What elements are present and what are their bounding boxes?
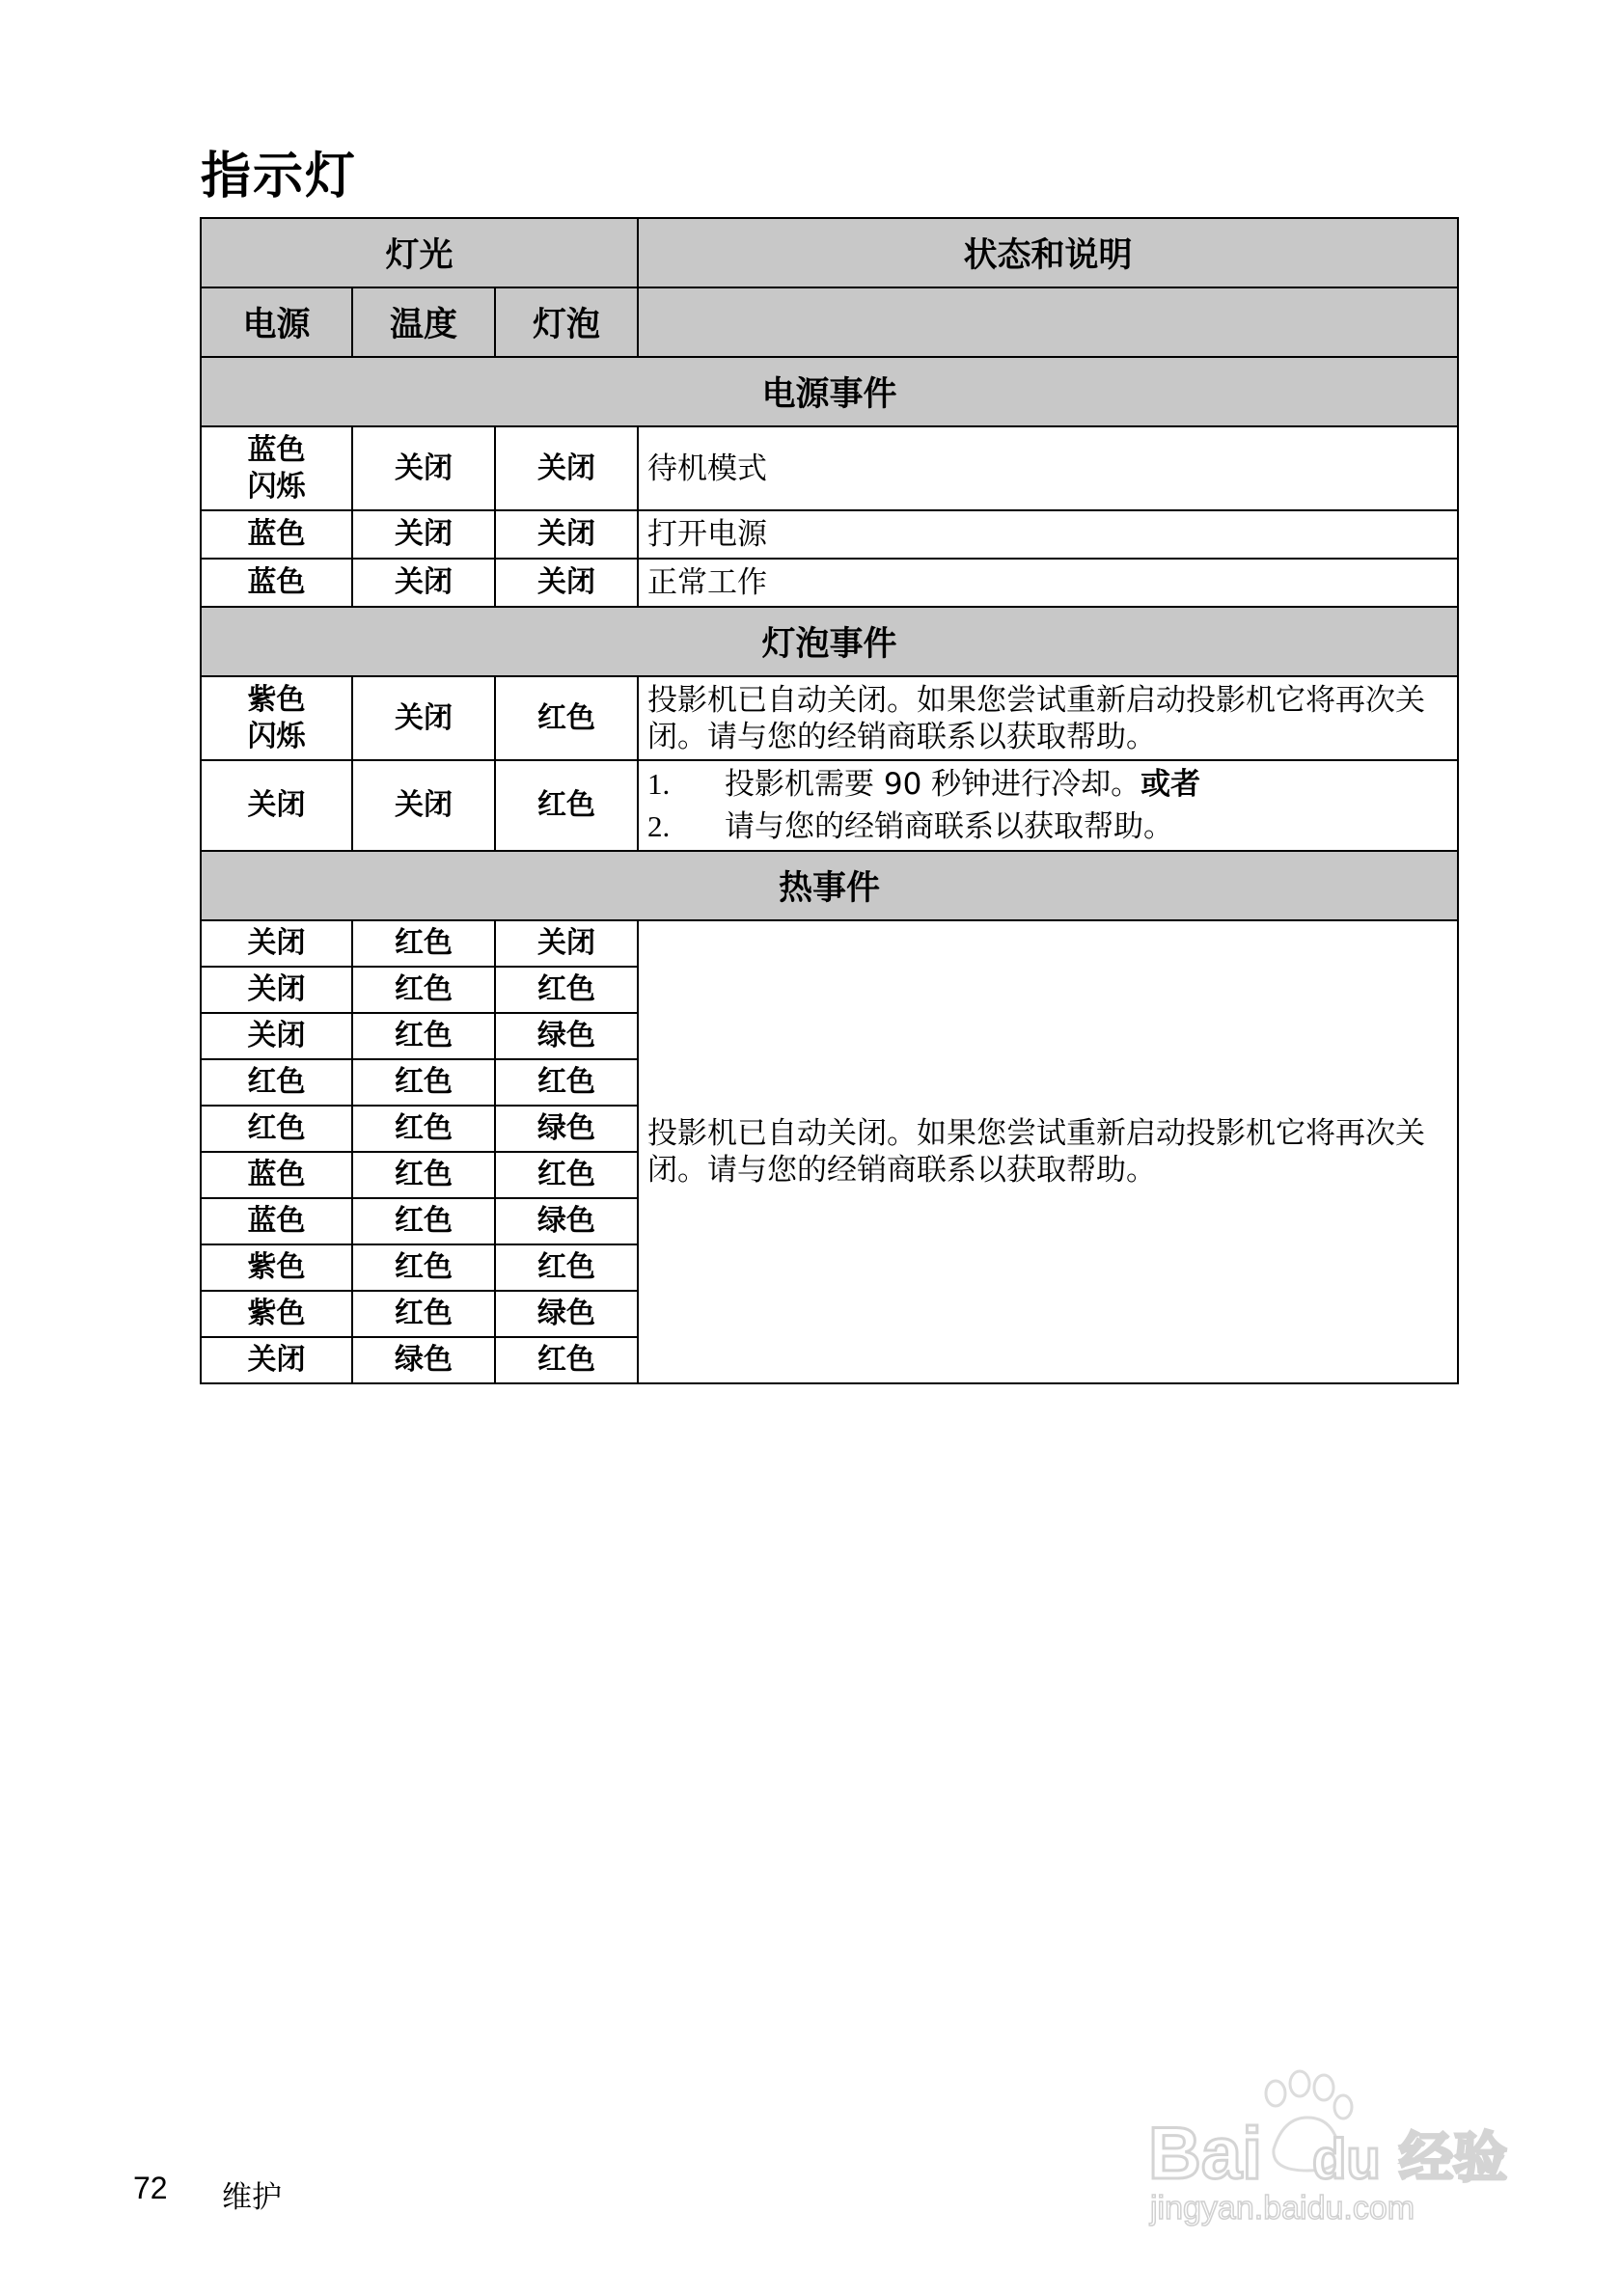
header-status: 状态和说明 — [638, 218, 1458, 287]
lamp-cell: 关闭 — [495, 510, 638, 559]
temp-cell: 红色 — [352, 920, 495, 967]
svg-text:Bai: Bai — [1148, 2113, 1263, 2195]
status-cell — [638, 760, 1458, 851]
svg-text:du: du — [1312, 2128, 1381, 2191]
status-cell: 打开电源 — [638, 510, 1458, 559]
svg-text:经验: 经验 — [1399, 2127, 1507, 2190]
power-cell: 蓝色 — [201, 1198, 352, 1244]
temp-cell: 红色 — [352, 1152, 495, 1198]
status-cell: 待机模式 — [638, 426, 1458, 510]
table-row — [201, 559, 1458, 607]
lamp-cell: 红色 — [495, 1337, 638, 1383]
power-cell: 关闭 — [201, 967, 352, 1013]
list-item — [647, 806, 1447, 848]
header-status-blank — [638, 287, 1458, 357]
header-power: 电源 — [201, 287, 352, 357]
status-cell-shared: 投影机已自动关闭。如果您尝试重新启动投影机它将再次关闭。请与您的经销商联系以获取帮助。 — [638, 920, 1458, 1383]
power-cell: 关闭 — [201, 760, 352, 851]
lamp-cell: 红色 — [495, 760, 638, 851]
temp-cell: 关闭 — [352, 676, 495, 760]
header-lamp: 灯泡 — [495, 287, 638, 357]
list-number: 2. — [647, 809, 671, 843]
lamp-cell: 绿色 — [495, 1291, 638, 1337]
power-cell: 蓝色 — [201, 510, 352, 559]
lamp-cell: 红色 — [495, 967, 638, 1013]
power-cell: 关闭 — [201, 1013, 352, 1059]
power-cell: 关闭 — [201, 920, 352, 967]
baidu-watermark-logo — [1129, 2064, 1534, 2228]
power-cell: 蓝色 闪烁 — [201, 426, 352, 510]
lamp-cell: 关闭 — [495, 920, 638, 967]
status-list — [647, 763, 1447, 848]
temp-cell: 红色 — [352, 1291, 495, 1337]
power-cell: 紫色 闪烁 — [201, 676, 352, 760]
page-number: 72 — [133, 2171, 168, 2205]
indicator-table — [200, 217, 1459, 1384]
temp-cell: 红色 — [352, 1106, 495, 1152]
table-row — [201, 510, 1458, 559]
temp-cell: 红色 — [352, 1013, 495, 1059]
section-thermal-events: 热事件 — [201, 851, 1458, 920]
temp-cell: 红色 — [352, 1059, 495, 1106]
temp-cell: 关闭 — [352, 760, 495, 851]
table-row — [201, 676, 1458, 760]
temp-cell: 关闭 — [352, 510, 495, 559]
header-temp: 温度 — [352, 287, 495, 357]
lamp-cell: 关闭 — [495, 559, 638, 607]
lamp-cell: 绿色 — [495, 1198, 638, 1244]
temp-cell: 红色 — [352, 1244, 495, 1291]
power-cell: 红色 — [201, 1106, 352, 1152]
table-row — [201, 760, 1458, 851]
lamp-cell: 绿色 — [495, 1013, 638, 1059]
lamp-cell: 红色 — [495, 1059, 638, 1106]
temp-cell: 关闭 — [352, 426, 495, 510]
lamp-cell: 红色 — [495, 1244, 638, 1291]
status-cell: 投影机已自动关闭。如果您尝试重新启动投影机它将再次关闭。请与您的经销商联系以获取帮助。 — [638, 676, 1458, 760]
list-text: 投影机需要 90 秒钟进行冷却。 — [725, 767, 1141, 802]
temp-cell: 红色 — [352, 967, 495, 1013]
lamp-cell: 红色 — [495, 676, 638, 760]
status-cell: 正常工作 — [638, 559, 1458, 607]
temp-cell: 绿色 — [352, 1337, 495, 1383]
lamp-cell: 红色 — [495, 1152, 638, 1198]
power-cell: 红色 — [201, 1059, 352, 1106]
table-row — [201, 920, 1458, 967]
page-title: 指示灯 — [201, 148, 358, 205]
power-cell: 蓝色 — [201, 1152, 352, 1198]
list-number: 1. — [647, 767, 671, 801]
power-cell: 紫色 — [201, 1244, 352, 1291]
list-item — [647, 763, 1447, 806]
lamp-cell: 绿色 — [495, 1106, 638, 1152]
power-cell: 蓝色 — [201, 559, 352, 607]
temp-cell: 红色 — [352, 1198, 495, 1244]
section-power-events: 电源事件 — [201, 357, 1458, 426]
list-text: 请与您的经销商联系以获取帮助。 — [725, 809, 1174, 844]
table-row — [201, 426, 1458, 510]
section-lamp-events: 灯泡事件 — [201, 607, 1458, 676]
temp-cell: 关闭 — [352, 559, 495, 607]
list-emphasis: 或者 — [1140, 767, 1201, 802]
watermark-url: jingyan.baidu.com — [1150, 2190, 1415, 2227]
power-cell: 紫色 — [201, 1291, 352, 1337]
power-cell: 关闭 — [201, 1337, 352, 1383]
header-light: 灯光 — [201, 218, 638, 287]
footer-section: 维护 — [222, 2180, 282, 2215]
lamp-cell: 关闭 — [495, 426, 638, 510]
